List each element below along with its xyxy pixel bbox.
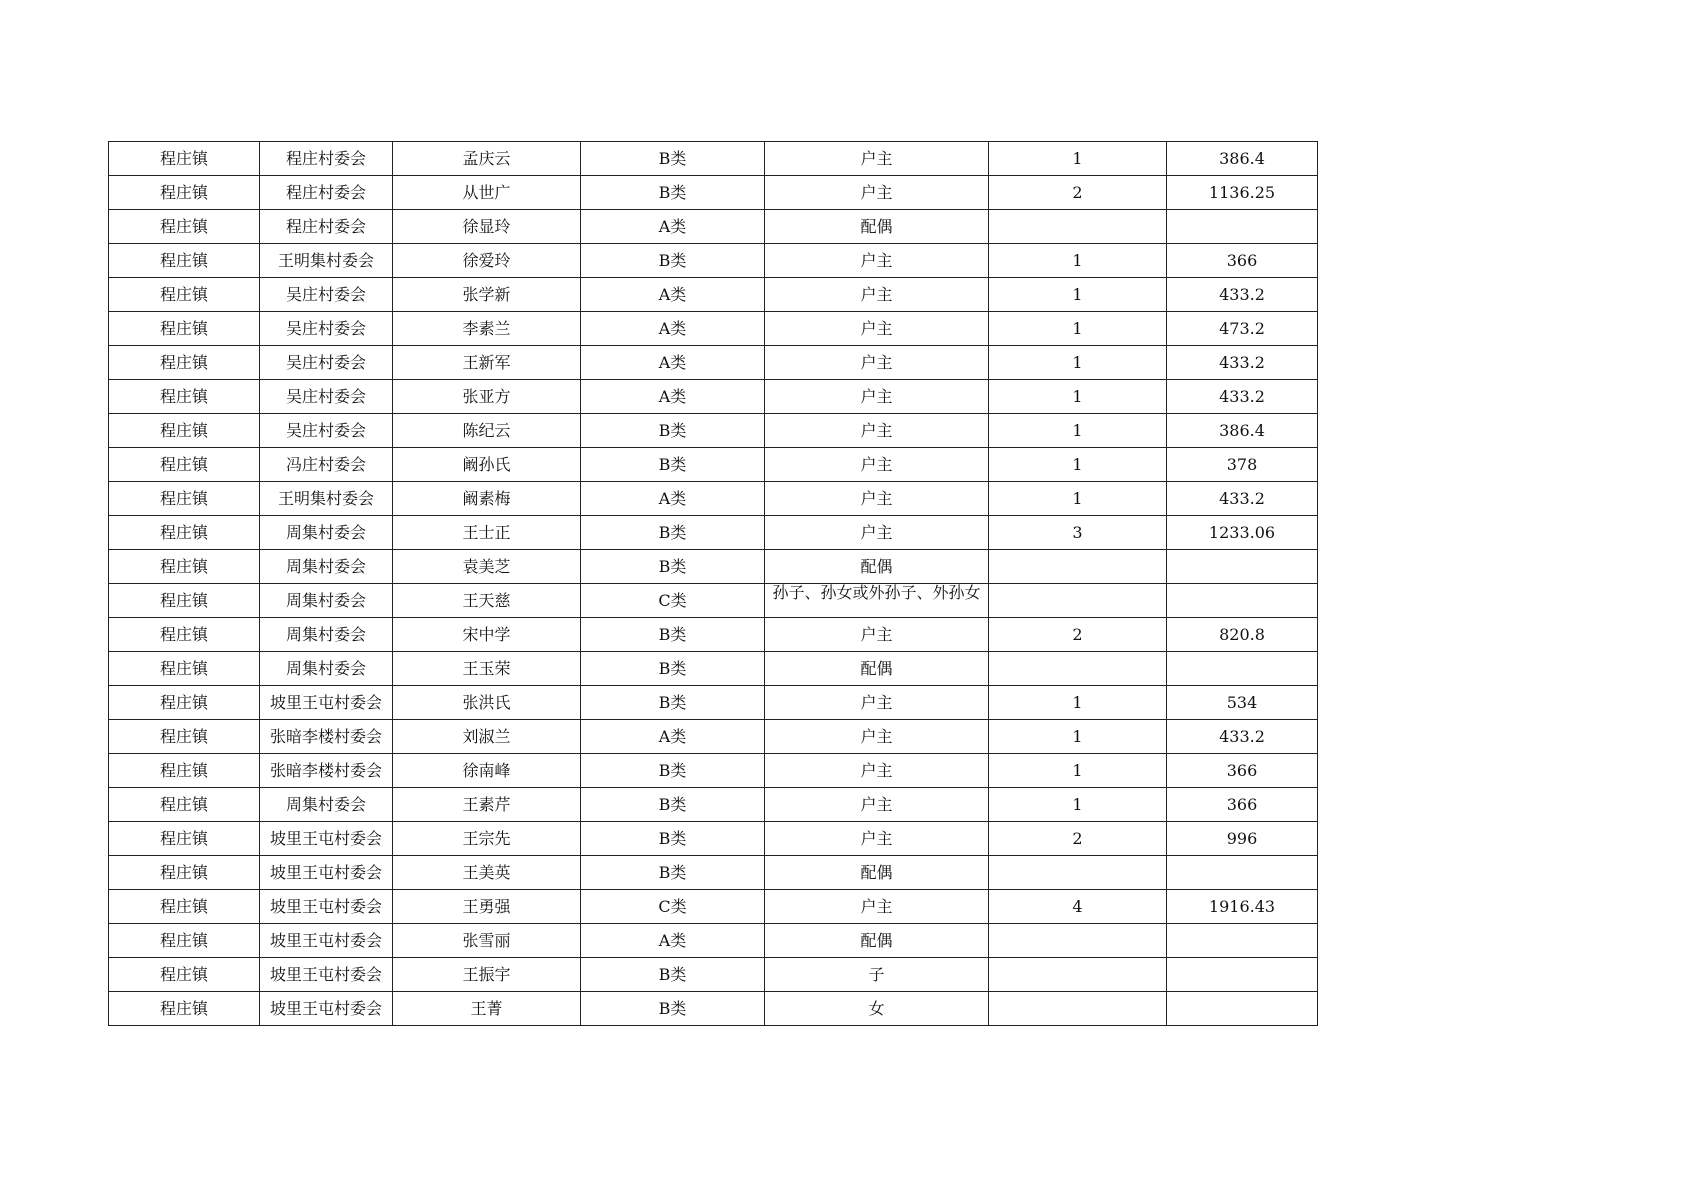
relation-cell: 户主 bbox=[765, 448, 989, 482]
village-cell: 程庄村委会 bbox=[260, 210, 393, 244]
table-row bbox=[109, 924, 1318, 958]
amount-cell: 366 bbox=[1167, 788, 1318, 822]
count-cell: 1 bbox=[989, 312, 1167, 346]
name-cell: 徐显玲 bbox=[393, 210, 581, 244]
town-cell: 程庄镇 bbox=[109, 176, 260, 210]
amount-cell: 378 bbox=[1167, 448, 1318, 482]
relation-cell: 户主 bbox=[765, 380, 989, 414]
table-row bbox=[109, 482, 1318, 516]
category-cell: B类 bbox=[581, 142, 765, 176]
count-cell: 2 bbox=[989, 618, 1167, 652]
name-cell: 张雪丽 bbox=[393, 924, 581, 958]
relation-cell: 户主 bbox=[765, 482, 989, 516]
count-cell: 1 bbox=[989, 482, 1167, 516]
town-cell: 程庄镇 bbox=[109, 244, 260, 278]
table-row bbox=[109, 346, 1318, 380]
table-body bbox=[109, 142, 1318, 1026]
village-cell: 周集村委会 bbox=[260, 618, 393, 652]
count-cell: 1 bbox=[989, 142, 1167, 176]
name-cell: 王美英 bbox=[393, 856, 581, 890]
village-cell: 张暗李楼村委会 bbox=[260, 720, 393, 754]
data-table bbox=[108, 141, 1318, 1026]
count-cell: 1 bbox=[989, 448, 1167, 482]
town-cell: 程庄镇 bbox=[109, 380, 260, 414]
village-cell: 王明集村委会 bbox=[260, 244, 393, 278]
town-cell: 程庄镇 bbox=[109, 992, 260, 1026]
relation-cell: 户主 bbox=[765, 278, 989, 312]
relation-cell: 配偶 bbox=[765, 856, 989, 890]
amount-cell: 433.2 bbox=[1167, 278, 1318, 312]
relation-cell: 配偶 bbox=[765, 210, 989, 244]
relation-cell: 配偶 bbox=[765, 924, 989, 958]
count-cell bbox=[989, 856, 1167, 890]
count-cell: 1 bbox=[989, 278, 1167, 312]
amount-cell: 386.4 bbox=[1167, 414, 1318, 448]
name-cell: 宋中学 bbox=[393, 618, 581, 652]
category-cell: A类 bbox=[581, 278, 765, 312]
category-cell: B类 bbox=[581, 686, 765, 720]
name-cell: 王士正 bbox=[393, 516, 581, 550]
name-cell: 张学新 bbox=[393, 278, 581, 312]
name-cell: 阚素梅 bbox=[393, 482, 581, 516]
relation-cell: 户主 bbox=[765, 822, 989, 856]
table-row bbox=[109, 822, 1318, 856]
category-cell: B类 bbox=[581, 618, 765, 652]
category-cell: B类 bbox=[581, 958, 765, 992]
count-cell: 3 bbox=[989, 516, 1167, 550]
town-cell: 程庄镇 bbox=[109, 550, 260, 584]
amount-cell bbox=[1167, 584, 1318, 618]
count-cell: 1 bbox=[989, 754, 1167, 788]
relation-cell: 子 bbox=[765, 958, 989, 992]
count-cell bbox=[989, 958, 1167, 992]
name-cell: 李素兰 bbox=[393, 312, 581, 346]
town-cell: 程庄镇 bbox=[109, 924, 260, 958]
relation-cell: 户主 bbox=[765, 414, 989, 448]
relation-cell: 户主 bbox=[765, 754, 989, 788]
category-cell: A类 bbox=[581, 312, 765, 346]
name-cell: 徐爱玲 bbox=[393, 244, 581, 278]
town-cell: 程庄镇 bbox=[109, 312, 260, 346]
relation-cell: 户主 bbox=[765, 516, 989, 550]
amount-cell: 433.2 bbox=[1167, 346, 1318, 380]
town-cell: 程庄镇 bbox=[109, 890, 260, 924]
category-cell: B类 bbox=[581, 754, 765, 788]
category-cell: B类 bbox=[581, 516, 765, 550]
village-cell: 吴庄村委会 bbox=[260, 278, 393, 312]
town-cell: 程庄镇 bbox=[109, 210, 260, 244]
village-cell: 吴庄村委会 bbox=[260, 380, 393, 414]
name-cell: 孟庆云 bbox=[393, 142, 581, 176]
town-cell: 程庄镇 bbox=[109, 278, 260, 312]
table-row bbox=[109, 278, 1318, 312]
count-cell: 1 bbox=[989, 380, 1167, 414]
table-row bbox=[109, 550, 1318, 584]
category-cell: B类 bbox=[581, 448, 765, 482]
category-cell: B类 bbox=[581, 992, 765, 1026]
count-cell: 1 bbox=[989, 720, 1167, 754]
village-cell: 坡里王屯村委会 bbox=[260, 924, 393, 958]
table-row bbox=[109, 652, 1318, 686]
name-cell: 阚孙氏 bbox=[393, 448, 581, 482]
relation-cell: 户主 bbox=[765, 720, 989, 754]
category-cell: C类 bbox=[581, 890, 765, 924]
relation-cell: 户主 bbox=[765, 618, 989, 652]
town-cell: 程庄镇 bbox=[109, 788, 260, 822]
count-cell bbox=[989, 992, 1167, 1026]
category-cell: A类 bbox=[581, 380, 765, 414]
category-cell: A类 bbox=[581, 720, 765, 754]
village-cell: 坡里王屯村委会 bbox=[260, 890, 393, 924]
count-cell: 1 bbox=[989, 788, 1167, 822]
village-cell: 坡里王屯村委会 bbox=[260, 822, 393, 856]
category-cell: A类 bbox=[581, 482, 765, 516]
table-row bbox=[109, 448, 1318, 482]
relation-text: 孙子、孙女或外孙子、外孙女 bbox=[772, 584, 981, 602]
village-cell: 周集村委会 bbox=[260, 584, 393, 618]
amount-cell bbox=[1167, 856, 1318, 890]
town-cell: 程庄镇 bbox=[109, 618, 260, 652]
table-row bbox=[109, 958, 1318, 992]
name-cell: 王天慈 bbox=[393, 584, 581, 618]
town-cell: 程庄镇 bbox=[109, 720, 260, 754]
name-cell: 徐南峰 bbox=[393, 754, 581, 788]
village-cell: 周集村委会 bbox=[260, 516, 393, 550]
table-row bbox=[109, 244, 1318, 278]
amount-cell: 366 bbox=[1167, 754, 1318, 788]
village-cell: 吴庄村委会 bbox=[260, 414, 393, 448]
village-cell: 张暗李楼村委会 bbox=[260, 754, 393, 788]
category-cell: B类 bbox=[581, 176, 765, 210]
amount-cell bbox=[1167, 210, 1318, 244]
count-cell bbox=[989, 652, 1167, 686]
table-row bbox=[109, 584, 1318, 618]
name-cell: 王宗先 bbox=[393, 822, 581, 856]
amount-cell: 433.2 bbox=[1167, 720, 1318, 754]
category-cell: A类 bbox=[581, 924, 765, 958]
town-cell: 程庄镇 bbox=[109, 448, 260, 482]
town-cell: 程庄镇 bbox=[109, 584, 260, 618]
count-cell: 2 bbox=[989, 176, 1167, 210]
town-cell: 程庄镇 bbox=[109, 414, 260, 448]
amount-cell: 1136.25 bbox=[1167, 176, 1318, 210]
relation-cell: 户主 bbox=[765, 244, 989, 278]
category-cell: B类 bbox=[581, 856, 765, 890]
amount-cell bbox=[1167, 550, 1318, 584]
town-cell: 程庄镇 bbox=[109, 822, 260, 856]
count-cell: 1 bbox=[989, 244, 1167, 278]
category-cell: B类 bbox=[581, 244, 765, 278]
town-cell: 程庄镇 bbox=[109, 346, 260, 380]
count-cell bbox=[989, 584, 1167, 618]
table-row bbox=[109, 414, 1318, 448]
amount-cell: 996 bbox=[1167, 822, 1318, 856]
category-cell: B类 bbox=[581, 788, 765, 822]
table-row bbox=[109, 210, 1318, 244]
town-cell: 程庄镇 bbox=[109, 482, 260, 516]
village-cell: 吴庄村委会 bbox=[260, 312, 393, 346]
relation-cell: 户主 bbox=[765, 890, 989, 924]
amount-cell: 473.2 bbox=[1167, 312, 1318, 346]
count-cell: 1 bbox=[989, 346, 1167, 380]
amount-cell: 366 bbox=[1167, 244, 1318, 278]
town-cell: 程庄镇 bbox=[109, 652, 260, 686]
village-cell: 坡里王屯村委会 bbox=[260, 958, 393, 992]
relation-cell: 户主 bbox=[765, 788, 989, 822]
name-cell: 刘淑兰 bbox=[393, 720, 581, 754]
relation-cell: 户主 bbox=[765, 346, 989, 380]
village-cell: 程庄村委会 bbox=[260, 142, 393, 176]
amount-cell: 433.2 bbox=[1167, 482, 1318, 516]
table-row bbox=[109, 312, 1318, 346]
category-cell: A类 bbox=[581, 346, 765, 380]
count-cell bbox=[989, 550, 1167, 584]
count-cell: 1 bbox=[989, 686, 1167, 720]
name-cell: 王振宇 bbox=[393, 958, 581, 992]
town-cell: 程庄镇 bbox=[109, 516, 260, 550]
name-cell: 王玉荣 bbox=[393, 652, 581, 686]
relation-cell: 户主 bbox=[765, 312, 989, 346]
village-cell: 吴庄村委会 bbox=[260, 346, 393, 380]
amount-cell: 433.2 bbox=[1167, 380, 1318, 414]
table-row bbox=[109, 380, 1318, 414]
name-cell: 王新军 bbox=[393, 346, 581, 380]
relation-cell: 户主 bbox=[765, 686, 989, 720]
category-cell: A类 bbox=[581, 210, 765, 244]
table-row bbox=[109, 142, 1318, 176]
amount-cell: 1233.06 bbox=[1167, 516, 1318, 550]
town-cell: 程庄镇 bbox=[109, 958, 260, 992]
name-cell: 王勇强 bbox=[393, 890, 581, 924]
village-cell: 冯庄村委会 bbox=[260, 448, 393, 482]
village-cell: 坡里王屯村委会 bbox=[260, 686, 393, 720]
village-cell: 周集村委会 bbox=[260, 652, 393, 686]
name-cell: 王菁 bbox=[393, 992, 581, 1026]
amount-cell bbox=[1167, 924, 1318, 958]
town-cell: 程庄镇 bbox=[109, 754, 260, 788]
category-cell: B类 bbox=[581, 414, 765, 448]
name-cell: 王素芹 bbox=[393, 788, 581, 822]
village-cell: 坡里王屯村委会 bbox=[260, 992, 393, 1026]
category-cell: B类 bbox=[581, 822, 765, 856]
relation-cell: 配偶 bbox=[765, 652, 989, 686]
village-cell: 坡里王屯村委会 bbox=[260, 856, 393, 890]
village-cell: 周集村委会 bbox=[260, 550, 393, 584]
name-cell: 张亚方 bbox=[393, 380, 581, 414]
amount-cell: 820.8 bbox=[1167, 618, 1318, 652]
relation-cell: 配偶 bbox=[765, 550, 989, 584]
table-row bbox=[109, 890, 1318, 924]
table-row bbox=[109, 788, 1318, 822]
relation-cell: 户主 bbox=[765, 142, 989, 176]
count-cell bbox=[989, 924, 1167, 958]
relation-cell bbox=[765, 584, 989, 618]
town-cell: 程庄镇 bbox=[109, 856, 260, 890]
table-row bbox=[109, 516, 1318, 550]
table-row bbox=[109, 618, 1318, 652]
village-cell: 程庄村委会 bbox=[260, 176, 393, 210]
table-row bbox=[109, 992, 1318, 1026]
amount-cell: 1916.43 bbox=[1167, 890, 1318, 924]
relation-cell: 户主 bbox=[765, 176, 989, 210]
town-cell: 程庄镇 bbox=[109, 686, 260, 720]
name-cell: 张洪氏 bbox=[393, 686, 581, 720]
category-cell: C类 bbox=[581, 584, 765, 618]
count-cell: 2 bbox=[989, 822, 1167, 856]
name-cell: 从世广 bbox=[393, 176, 581, 210]
amount-cell: 534 bbox=[1167, 686, 1318, 720]
name-cell: 袁美芝 bbox=[393, 550, 581, 584]
category-cell: B类 bbox=[581, 652, 765, 686]
amount-cell bbox=[1167, 992, 1318, 1026]
village-cell: 王明集村委会 bbox=[260, 482, 393, 516]
village-cell: 周集村委会 bbox=[260, 788, 393, 822]
category-cell: B类 bbox=[581, 550, 765, 584]
table-row bbox=[109, 856, 1318, 890]
count-cell bbox=[989, 210, 1167, 244]
name-cell: 陈纪云 bbox=[393, 414, 581, 448]
amount-cell: 386.4 bbox=[1167, 142, 1318, 176]
relation-cell: 女 bbox=[765, 992, 989, 1026]
town-cell: 程庄镇 bbox=[109, 142, 260, 176]
count-cell: 4 bbox=[989, 890, 1167, 924]
count-cell: 1 bbox=[989, 414, 1167, 448]
amount-cell bbox=[1167, 958, 1318, 992]
table-row bbox=[109, 720, 1318, 754]
table-row bbox=[109, 176, 1318, 210]
table-row bbox=[109, 754, 1318, 788]
table-row bbox=[109, 686, 1318, 720]
amount-cell bbox=[1167, 652, 1318, 686]
